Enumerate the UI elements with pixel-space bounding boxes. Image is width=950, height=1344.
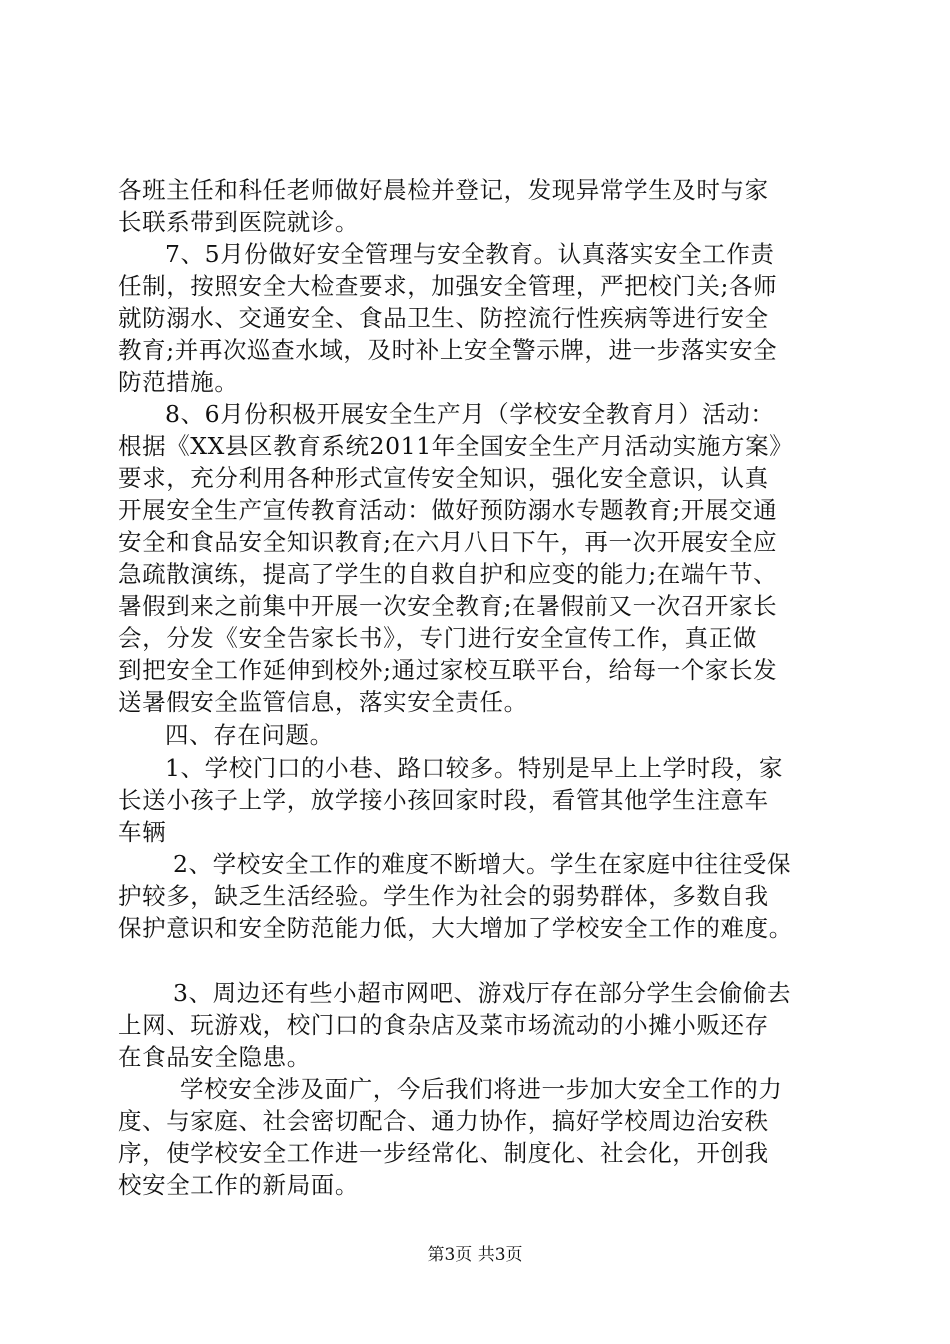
text-line: 暑假到来之前集中开展一次安全教育;在暑假前又一次召开家长 bbox=[118, 592, 778, 620]
text-line: 车辆 bbox=[118, 818, 167, 846]
text-line: 序，使学校安全工作进一步经常化、制度化、社会化，开创我 bbox=[118, 1139, 769, 1167]
text-line: 在食品安全隐患。 bbox=[118, 1043, 311, 1071]
page-number-footer: 第3页 共3页 bbox=[427, 1245, 523, 1265]
text-line: 教育;并再次巡查水域，及时补上安全警示牌，进一步落实安全 bbox=[118, 336, 778, 364]
text-line: 3、周边还有些小超市网吧、游戏厅存在部分学生会偷偷去 bbox=[173, 979, 792, 1007]
text-line: 长送小孩子上学，放学接小孩回家时段，看管其他学生注意车 bbox=[118, 786, 769, 814]
text-line: 会，分发《安全告家长书》，专门进行安全宣传工作，真正做 bbox=[118, 624, 757, 652]
text-line: 校安全工作的新局面。 bbox=[118, 1171, 359, 1199]
text-line: 各班主任和科任老师做好晨检并登记，发现异常学生及时与家 bbox=[118, 176, 769, 204]
text-line: 上网、玩游戏，校门口的食杂店及菜市场流动的小摊小贩还存 bbox=[118, 1011, 769, 1039]
text-line: 就防溺水、交通安全、食品卫生、防控流行性疾病等进行安全 bbox=[118, 304, 769, 332]
text-line: 度、与家庭、社会密切配合、通力协作，搞好学校周边治安秩 bbox=[118, 1107, 769, 1135]
text-line: 7、5月份做好安全管理与安全教育。认真落实安全工作责 bbox=[165, 240, 775, 268]
text-line: 要求，充分利用各种形式宣传安全知识，强化安全意识，认真 bbox=[118, 464, 769, 492]
text-line: 根据《XX县区教育系统2011年全国安全生产月活动实施方案》 bbox=[118, 432, 794, 460]
text-line: 急疏散演练，提高了学生的自救自护和应变的能力;在端午节、 bbox=[118, 560, 778, 588]
text-line: 任制，按照安全大检查要求，加强安全管理，严把校门关;各师 bbox=[118, 272, 778, 300]
text-line: 护较多，缺乏生活经验。学生作为社会的弱势群体，多数自我 bbox=[118, 882, 769, 910]
text-line: 学校安全涉及面广，今后我们将进一步加大安全工作的力 bbox=[180, 1075, 783, 1103]
text-line: 开展安全生产宣传教育活动：做好预防溺水专题教育;开展交通 bbox=[118, 496, 778, 524]
text-line: 2、学校安全工作的难度不断增大。学生在家庭中往往受保 bbox=[173, 850, 792, 878]
text-line: 1、学校门口的小巷、路口较多。特别是早上上学时段，家 bbox=[165, 754, 784, 782]
text-line: 安全和食品安全知识教育;在六月八日下午，再一次开展安全应 bbox=[118, 528, 778, 556]
text-line: 防范措施。 bbox=[118, 368, 239, 396]
text-line: 长联系带到医院就诊。 bbox=[118, 208, 359, 236]
text-line: 8、6月份积极开展安全生产月（学校安全教育月）活动： bbox=[165, 400, 775, 428]
text-line: 送暑假安全监管信息，落实安全责任。 bbox=[118, 688, 528, 716]
text-line: 保护意识和安全防范能力低，大大增加了学校安全工作的难度。 bbox=[118, 914, 793, 942]
text-line: 到把安全工作延伸到校外;通过家校互联平台，给每一个家长发 bbox=[118, 656, 778, 684]
section-heading: 四、存在问题。 bbox=[165, 721, 334, 749]
